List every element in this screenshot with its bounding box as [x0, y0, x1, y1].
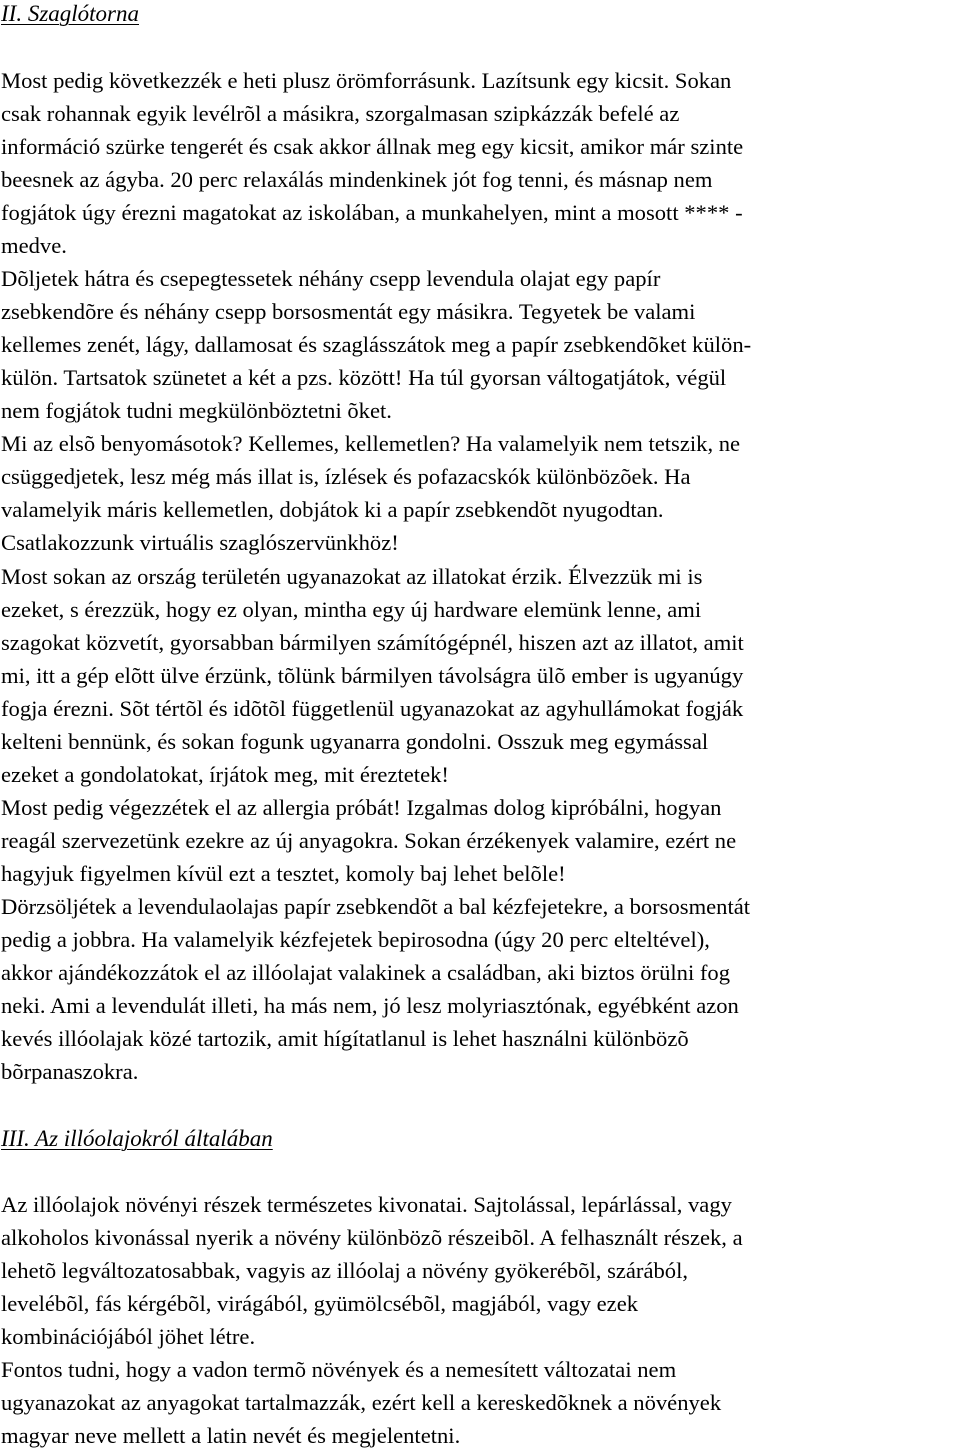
text-line: csüggedjetek, lesz még más illat is, ízlések és pofazacskók különbözõek. Ha [1, 464, 691, 489]
text-line: Mi az elsõ benyomásotok? Kellemes, kellemetlen? Ha valamelyik nem tetszik, ne [1, 431, 741, 456]
text-line: Az illóolajok növényi részek természetes kivonatai. Sajtolással, lepárlással, vagy [1, 1192, 732, 1217]
text-line: hagyjuk figyelmen kívül ezt a tesztet, komoly baj lehet belõle! [1, 861, 566, 886]
text-line: beesnek az ágyba. 20 perc relaxálás mindenkinek jót fog tenni, és másnap nem [1, 167, 713, 192]
text-line: medve. [1, 233, 67, 258]
section-heading-szaglotorna: II. Szaglótorna [1, 1, 139, 26]
text-line: Most pedig következzék e heti plusz örömforrásunk. Lazítsunk egy kicsit. Sokan [1, 68, 732, 93]
text-line: reagál szervezetünk ezekre az új anyagokra. Sokan érzékenyek valamire, ezért ne [1, 828, 737, 853]
text-line: valamelyik máris kellemetlen, dobjátok ki a papír zsebkendõt nyugodtan. [1, 497, 664, 522]
text-line: kevés illóolajak közé tartozik, amit hígítatlanul is lehet használni különbözõ [1, 1026, 689, 1051]
text-line: lehetõ legváltozatosabbak, vagyis az illóolaj a növény gyökerébõl, szárából, [1, 1258, 688, 1283]
text-line: bõrpanaszokra. [1, 1059, 139, 1084]
text-line: ezeket, s érezzük, hogy ez olyan, mintha egy új hardware elemünk lenne, ami [1, 597, 702, 622]
text-line: ugyanazokat az anyagokat tartalmazzák, ezért kell a kereskedõknek a növények [1, 1390, 722, 1415]
text-line: nem fogjátok tudni megkülönböztetni õket. [1, 398, 392, 423]
text-line: kellemes zenét, lágy, dallamosat és szaglásszátok meg a papír zsebkendõket külön- [1, 332, 752, 357]
text-line: magyar neve mellett a latin nevét és megjelentetni. [1, 1423, 461, 1448]
text-line: zsebkendõre és néhány csepp borsosmentát egy másikra. Tegyetek be valami [1, 299, 696, 324]
text-line: Fontos tudni, hogy a vadon termõ növények és a nemesített változatai nem [1, 1357, 677, 1382]
text-line: kelteni bennünk, és sokan fogunk ugyanarra gondolni. Osszuk meg egymással [1, 729, 709, 754]
text-line: neki. Ami a levendulát illeti, ha más nem, jó lesz molyriasztónak, egyébként azon [1, 993, 739, 1018]
text-line: pedig a jobbra. Ha valamelyik kézfejetek bepirosodna (úgy 20 perc elteltével), [1, 927, 710, 952]
text-line: Most pedig végezzétek el az allergia próbát! Izgalmas dolog kipróbálni, hogyan [1, 795, 722, 820]
text-line: Most sokan az ország területén ugyanazokat az illatokat érzik. Élvezzük mi is [1, 564, 703, 589]
text-line: ezeket a gondolatokat, írjátok meg, mit éreztetek! [1, 762, 449, 787]
text-line: levelébõl, fás kérgébõl, virágából, gyümölcsébõl, magjából, vagy ezek [1, 1291, 639, 1316]
text-line: információ szürke tengerét és csak akkor állnak meg egy kicsit, amikor már szinte [1, 134, 744, 159]
text-line: alkoholos kivonással nyerik a növény különbözõ részeibõl. A felhasznált részek, a [1, 1225, 743, 1250]
text-line: csak rohannak egyik levélrõl a másikra, szorgalmasan szipkázzák befelé az [1, 101, 680, 126]
section-heading-illoolajokrol: III. Az illóolajokról általában [1, 1126, 273, 1151]
text-line: Dörzsöljétek a levendulaolajas papír zsebkendõt a bal kézfejetekre, a borsosmentát [1, 894, 751, 919]
text-line: szagokat közvetít, gyorsabban bármilyen számítógépnél, hiszen azt az illatot, amit [1, 630, 744, 655]
text-line: kombinációjából jöhet létre. [1, 1324, 256, 1349]
text-line: Csatlakozzunk virtuális szaglószervünkhöz! [1, 530, 399, 555]
text-line: Dõljetek hátra és csepegtessetek néhány csepp levendula olajat egy papír [1, 266, 661, 291]
text-line: akkor ajándékozzátok el az illóolajat valakinek a családban, aki biztos örülni fog [1, 960, 730, 985]
text-line: fogjátok úgy érezni magatokat az iskolában, a munkahelyen, mint a mosott **** - [1, 200, 743, 225]
text-line: külön. Tartsatok szünetet a két a pzs. között! Ha túl gyorsan váltogatjátok, végül [1, 365, 727, 390]
text-line: mi, itt a gép elõtt ülve érzünk, tõlünk bármilyen távolságra ülõ ember is ugyanúgy [1, 663, 744, 688]
text-line: fogja érezni. Sõt tértõl és idõtõl függetlenül ugyanazokat az agyhullámokat fogják [1, 696, 744, 721]
